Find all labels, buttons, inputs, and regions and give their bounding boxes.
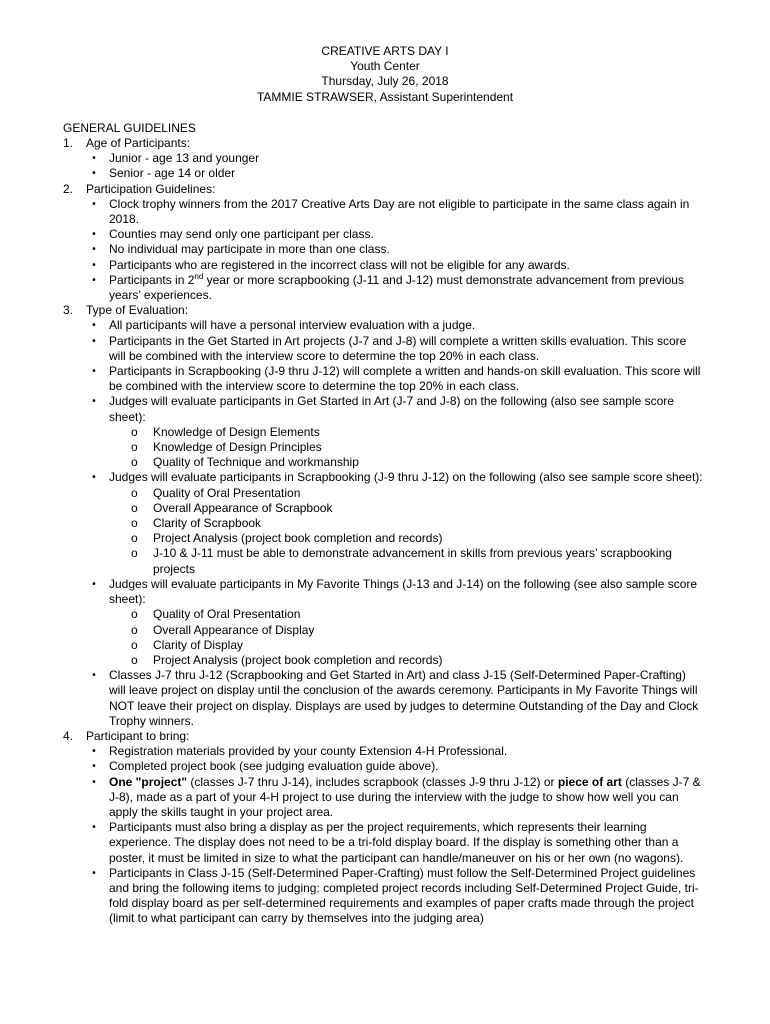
- sub-list-item: [86, 638, 703, 653]
- circle-marker: o: [131, 440, 138, 455]
- sub-item-text: Project Analysis (project book completion and records): [153, 652, 443, 667]
- list-item: • Judges will evaluate participants in My Favorite Things (J-13 and J-14) on the following (see also sample score sheet):: [86, 577, 703, 607]
- circle-marker: o: [131, 652, 138, 667]
- sub-item-text: Clarity of Display: [153, 637, 244, 652]
- list-item: • No individual may participate in more than one class.: [86, 242, 703, 257]
- sub-list-item: [86, 486, 703, 501]
- superscript: nd: [194, 271, 204, 281]
- age-list: [86, 151, 703, 181]
- superintendent-name: TAMMIE STRAWSER, Assistant Superintendent: [256, 89, 514, 104]
- circle-marker: o: [131, 546, 138, 561]
- list-item: • Participants in Class J-15 (Self-Determined Paper-Crafting) must follow the Self-Determined Project guidelines and bring the following items to judging: completed project records including Self-Determined Project Guide, tri-fold display board as per self-determined requirements and examples of paper crafts made through the project (limit to what participant can carry by themselves into the judging area): [86, 866, 703, 927]
- section-title: Participation Guidelines:: [86, 181, 216, 196]
- section-number: 4.: [63, 728, 74, 743]
- sub-item-text: Quality of Oral Presentation: [153, 607, 301, 622]
- sub-list-item: [86, 440, 703, 455]
- section-participation: [63, 182, 703, 197]
- text-run: year or more scrapbooking (J-11 and J-12) must demonstrate advancement from previous years’ experiences.: [109, 272, 684, 303]
- circle-marker: o: [131, 500, 138, 515]
- evaluation-list: [86, 318, 703, 728]
- list-item: • Judges will evaluate participants in Scrapbooking (J-9 thru J-12) on the following (also see sample score sheet):: [86, 470, 703, 485]
- sub-list-item: [86, 623, 703, 638]
- text-run: (classes J-7 thru J-14), includes scrapbook (classes J-9 thru J-12) or: [187, 774, 558, 789]
- section-title: Age of Participants:: [86, 136, 191, 150]
- section-evaluation: [63, 303, 703, 318]
- sub-item-text: Project Analysis (project book completion and records): [153, 531, 443, 546]
- section-age: [63, 136, 703, 151]
- event-title: CREATIVE ARTS DAY I: [321, 44, 449, 58]
- list-item: • Counties may send only one participant per class.: [86, 227, 703, 242]
- bring-list: [86, 744, 703, 926]
- circle-marker: o: [131, 637, 138, 652]
- guidelines-list: [63, 136, 703, 927]
- section-number: 3.: [63, 303, 74, 318]
- sub-list-item: [86, 455, 703, 470]
- list-item: • Participants must also bring a display as per the project requirements, which represents their learning experience. The display does not need to be a tri-fold display board. If the display is something other than a poster, it must be limited in size to what the participant can handle/maneuver on his or her own (no wagons).: [86, 820, 703, 866]
- section-title: Participant to bring:: [86, 728, 190, 743]
- section-number: 1.: [63, 136, 74, 150]
- section-number: 2.: [63, 181, 74, 196]
- circle-marker: o: [131, 622, 138, 637]
- list-item: • All participants will have a personal interview evaluation with a judge.: [86, 318, 703, 333]
- section-title: Type of Evaluation:: [86, 303, 189, 318]
- circle-marker: o: [131, 455, 138, 470]
- list-item: • Clock trophy winners from the 2017 Creative Arts Day are not eligible to participate in the same class again in 2018.: [86, 197, 703, 227]
- sub-item-text: Quality of Technique and workmanship: [153, 455, 359, 470]
- sub-list-item: [86, 516, 703, 531]
- list-item: [86, 273, 703, 303]
- list-item: • Classes J-7 thru J-12 (Scrapbooking and Get Started in Art) and class J-15 (Self-Determined Paper-Crafting) will leave project on display until the conclusion of the awards ceremony. Participants in My Favorite Things will NOT leave their project on display. Displays are used by judges to determine Outstanding of the Day and Clock Trophy winners.: [86, 668, 703, 729]
- sub-item-text: Knowledge of Design Principles: [153, 440, 322, 455]
- list-item: • Participants in Scrapbooking (J-9 thru J-12) will complete a written and hands-on skill evaluation. This score will be combined with the interview score to determine the top 20% in each class.: [86, 364, 703, 394]
- sub-list-item: [86, 653, 703, 668]
- sub-list-item: [86, 501, 703, 516]
- bold-text: piece of art: [557, 774, 622, 789]
- list-item: • Participants in the Get Started in Art projects (J-7 and J-8) will complete a written skills evaluation. This score will be combined with the interview score to determine the top 20% in each class.: [86, 334, 703, 364]
- circle-marker: o: [131, 531, 138, 546]
- general-guidelines-heading: GENERAL GUIDELINES: [63, 121, 196, 135]
- circle-marker: o: [131, 607, 138, 622]
- sub-list-item: [86, 607, 703, 622]
- list-item: • Judges will evaluate participants in Get Started in Art (J-7 and J-8) on the following (also see sample score sheet):: [86, 394, 703, 424]
- sub-item-text: Overall Appearance of Display: [153, 622, 315, 637]
- sub-list-item: [86, 531, 703, 546]
- sub-item-text: Knowledge of Design Elements: [153, 424, 320, 439]
- bold-text: One "project": [109, 774, 188, 789]
- list-item: [86, 775, 703, 821]
- sub-item-text: J-10 & J-11 must be able to demonstrate advancement in skills from previous years’ scrapbooking projects: [153, 546, 672, 576]
- circle-marker: o: [131, 424, 138, 439]
- sub-list-item: [86, 425, 703, 440]
- sub-list-item: [86, 546, 703, 576]
- section-bring: [63, 729, 703, 744]
- circle-marker: o: [131, 516, 138, 531]
- document-header: [0, 44, 770, 105]
- participation-list: [86, 197, 703, 303]
- text-run: Participants in 2: [109, 272, 195, 287]
- sub-item-text: Overall Appearance of Scrapbook: [153, 500, 333, 515]
- sub-item-text: Clarity of Scrapbook: [153, 516, 262, 531]
- event-date: Thursday, July 26, 2018: [321, 74, 449, 89]
- list-item: • Participants who are registered in the incorrect class will not be eligible for any awards.: [86, 258, 703, 273]
- event-location: Youth Center: [350, 59, 420, 74]
- circle-marker: o: [131, 485, 138, 500]
- sub-item-text: Quality of Oral Presentation: [153, 485, 301, 500]
- list-item: • Senior - age 14 or older: [86, 166, 703, 181]
- list-item: • Junior - age 13 and younger: [86, 151, 703, 166]
- text-run: (classes J-7 & J-8), made as a part of your 4-H project to use during the interview with the judge to show how well you can apply the skills taught in your project area.: [109, 774, 701, 819]
- list-item: • Completed project book (see judging evaluation guide above).: [86, 759, 703, 774]
- list-item: • Registration materials provided by your county Extension 4-H Professional.: [86, 744, 703, 759]
